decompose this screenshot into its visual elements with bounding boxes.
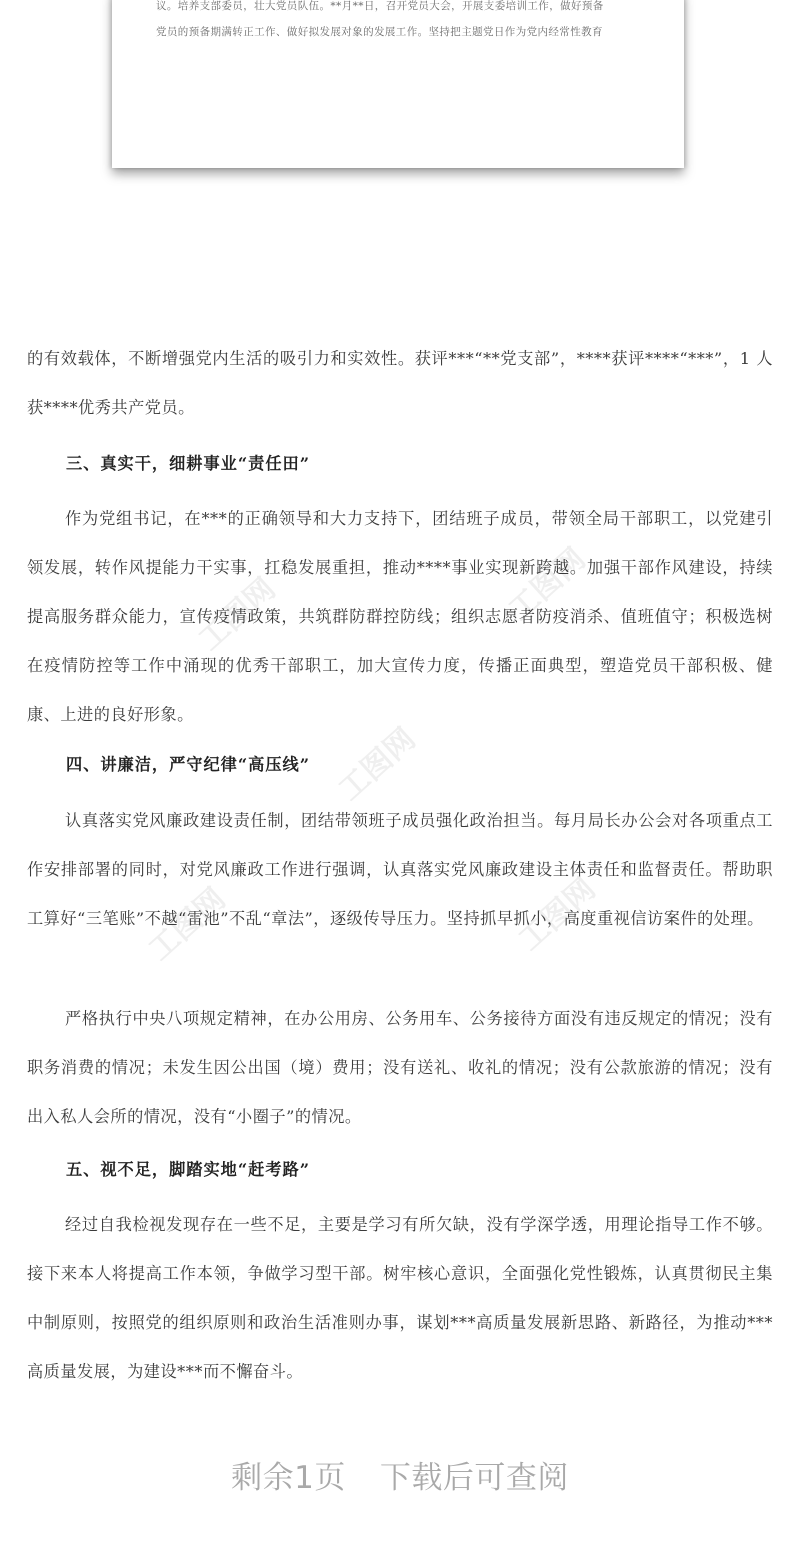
watermark: 工图网 [332, 721, 423, 808]
paragraph: 经过自我检视发现存在一些不足，主要是学习有所欠缺，没有学深学透，用理论指导工作不够。接下来本人将提高工作本领，争做学习型干部。树牢核心意识，全面强化党性锻炼，认真贯彻民主集中制原则，按照党的组织原则和政治生活准则办事，谋划***高质量发展新思路、新路径，为推动***高质量发展，为建设***而不懈奋斗。 [27, 1215, 773, 1381]
paragraph: 的有效载体，不断增强党内生活的吸引力和实效性。获评***“**党支部”，****获评****“***”，1 人获****优秀共产党员。 [27, 349, 773, 417]
watermark: 工图网 [142, 881, 233, 968]
preview-text-line: 党员的预备期满转正工作、做好拟发展对象的发展工作。坚持把主题党日作为党内经常性教育 [156, 26, 603, 38]
download-to-view-label: 下载后可查阅 [379, 1460, 569, 1496]
watermark: 工图网 [192, 571, 283, 658]
watermark: 工图网 [512, 871, 603, 958]
paragraph: 作为党组书记，在***的正确领导和大力支持下，团结班子成员，带领全局干部职工，以党建引领发展，转作风提能力干实事，扛稳发展重担，推动****事业实现新跨越。加强干部作风建设，持续提高服务群众能力，宣传疫情政策，共筑群防群控防线；组织志愿者防疫消杀、值班值守；积极选树在疫情防控等工作中涌现的优秀干部职工，加大宣传力度，传播正面典型，塑造党员干部积极、健康、上进的良好形象。 [27, 509, 773, 724]
paragraph: 认真落实党风廉政建设责任制，团结带领班子成员强化政治担当。每月局长办公会对各项重点工作安排部署的同时，对党风廉政工作进行强调，认真落实党风廉政建设主体责任和监督责任。帮助职工算好“三笔账”不越“雷池”不乱“章法”，逐级传导压力。坚持抓早抓小，高度重视信访案件的处理。 [27, 811, 773, 928]
page-preview-card [112, 0, 684, 168]
section-heading: 五、视不足，脚踏实地“赶考路” [66, 1160, 311, 1179]
section-heading: 四、讲廉洁，严守纪律“高压线” [66, 755, 311, 774]
paragraph: 严格执行中央八项规定精神，在办公用房、公务用车、公务接待方面没有违反规定的情况；没有职务消费的情况；未发生因公出国（境）费用；没有送礼、收礼的情况；没有公款旅游的情况；没有出入私人会所的情况，没有“小圈子”的情况。 [27, 1009, 773, 1126]
watermark: 工图网 [502, 541, 593, 628]
preview-text-line: 议。培养支部委员，壮大党员队伍。**月**日，召开党员大会，开展支委培训工作，做好预备 [156, 0, 604, 12]
remaining-pages-label: 剩余1页 [231, 1460, 346, 1496]
remaining-pages-notice[interactable] [0, 1452, 800, 1497]
section-heading: 三、真实干，细耕事业“责任田” [66, 454, 311, 473]
